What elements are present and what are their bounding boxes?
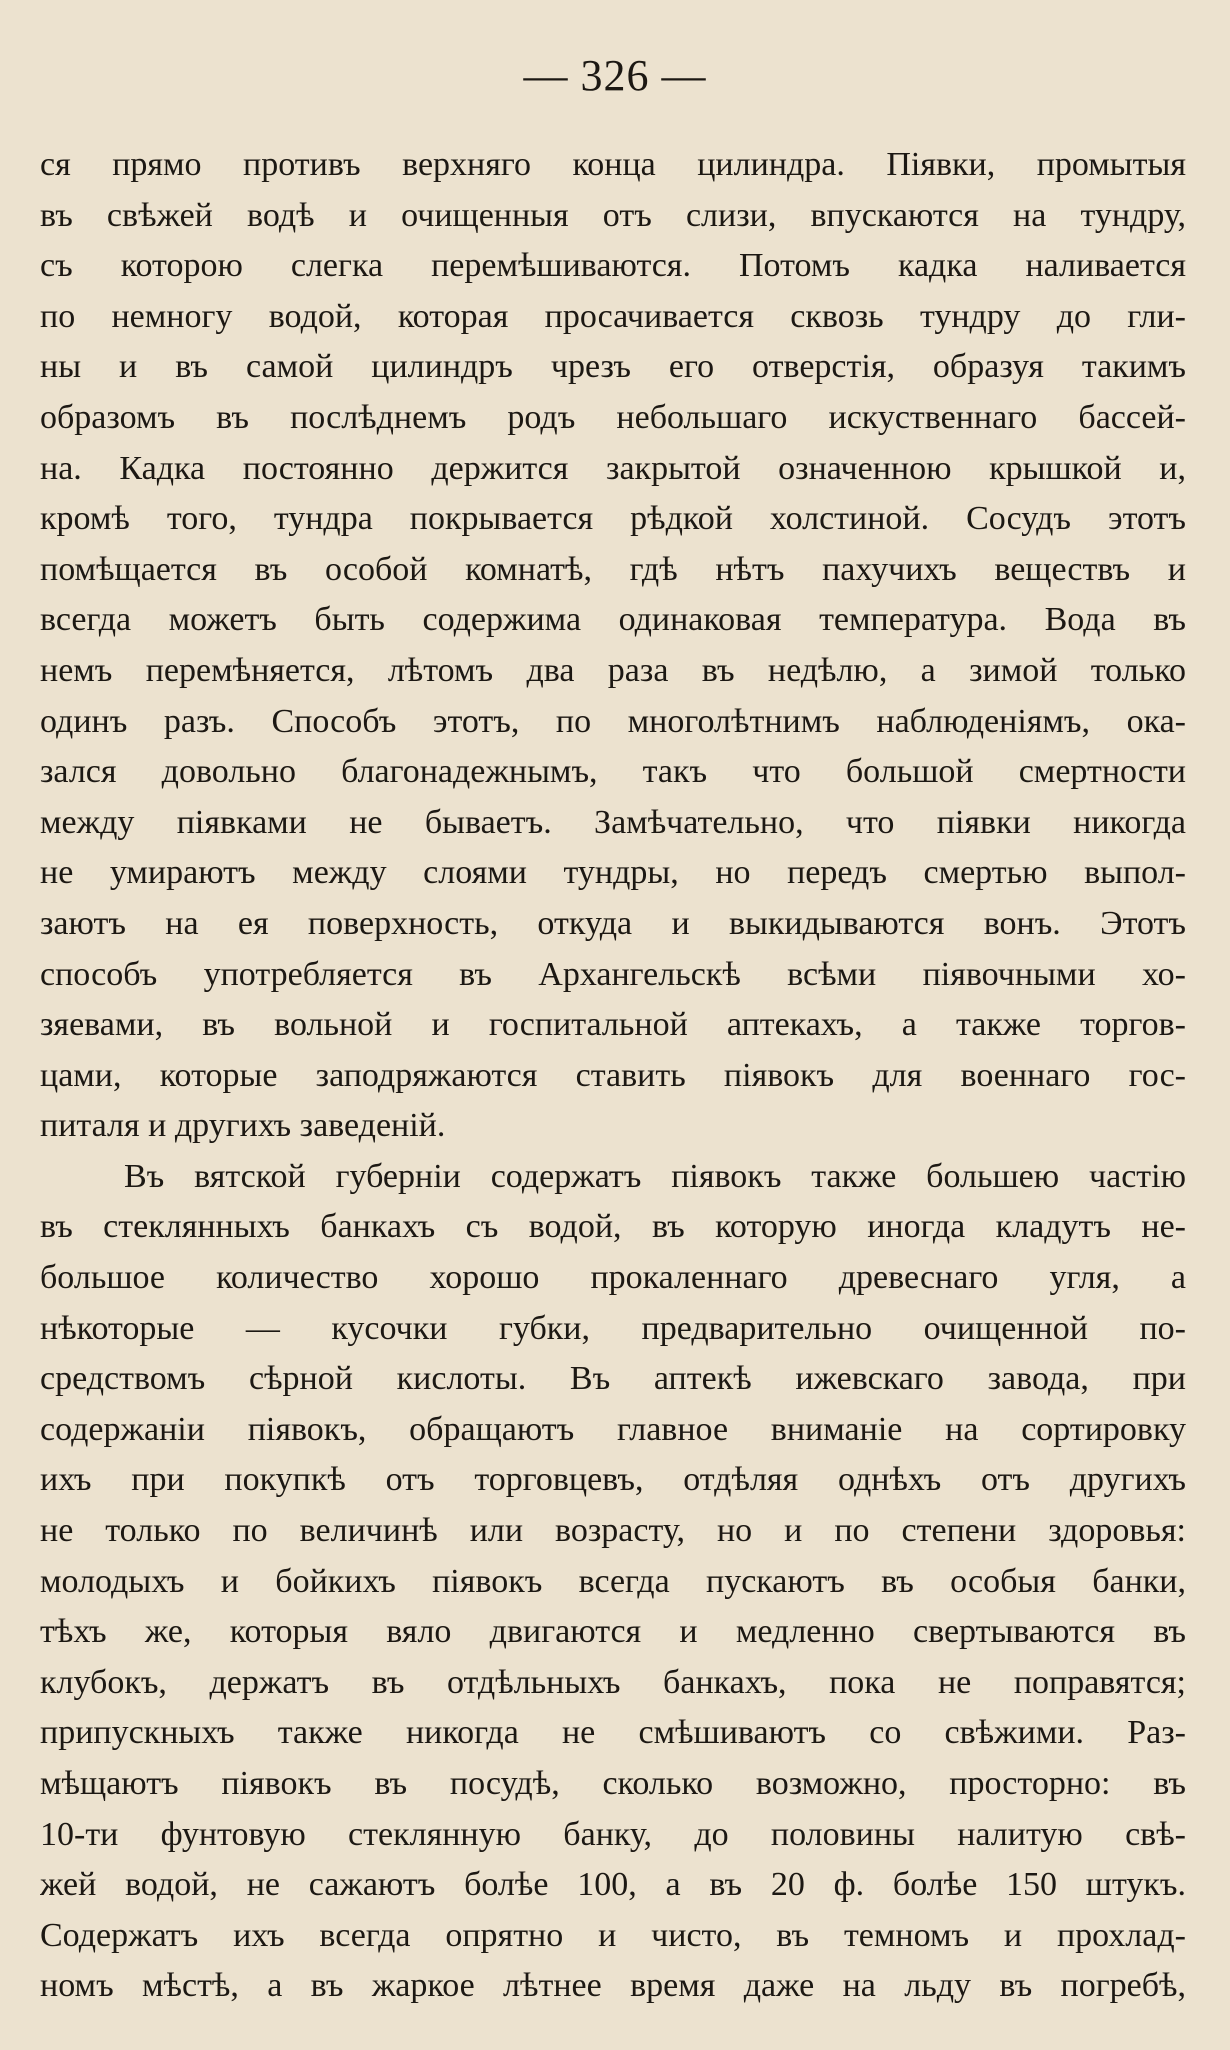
text-line: содержаніи піявокъ, обращаютъ главное вниманіе на сортировку	[40, 1410, 1186, 1448]
text-line: немъ перемѣняется, лѣтомъ два раза въ недѣлю, а зимой только	[40, 651, 1186, 689]
text-line: тѣхъ же, которыя вяло двигаются и медленно свертываются въ	[40, 1613, 1186, 1651]
text-line: большое количество хорошо прокаленнаго древеснаго угля, а	[40, 1259, 1186, 1297]
text-line: въ стеклянныхъ банкахъ съ водой, въ которую иногда кладутъ не-	[40, 1208, 1186, 1246]
text-line: всегда можетъ быть содержима одинаковая температура. Вода въ	[40, 601, 1186, 639]
text-line: зяевами, въ вольной и госпитальной аптекахъ, а также торгов-	[40, 1006, 1186, 1044]
text-line: ся прямо противъ верхняго конца цилиндра. Піявки, промытыя	[40, 146, 1186, 183]
page-body	[40, 140, 1186, 2012]
text-line: на. Кадка постоянно держится закрытой означенною крышкой и,	[40, 449, 1186, 487]
text-line: помѣщается въ особой комнатѣ, гдѣ нѣтъ пахучихъ веществъ и	[40, 550, 1186, 588]
text-line: заютъ на ея поверхность, откуда и выкидываются вонъ. Этотъ	[40, 904, 1186, 942]
text-line: по немногу водой, которая просачивается сквозь тундру до гли-	[40, 297, 1186, 335]
text-line: средствомъ сѣрной кислоты. Въ аптекѣ ижевскаго завода, при	[40, 1360, 1186, 1398]
text-line: не умираютъ между слоями тундры, но передъ смертью выпол-	[40, 854, 1186, 892]
text-line: жей водой, не сажаютъ болѣе 100, а въ 20 ф. болѣе 150 штукъ.	[40, 1866, 1186, 1904]
text-line: ихъ при покупкѣ отъ торговцевъ, отдѣляя однѣхъ отъ другихъ	[40, 1461, 1186, 1499]
text-line: Въ вятской губерніи содержатъ піявокъ также большею частію	[124, 1157, 1186, 1195]
text-line: питаля и другихъ заведеній.	[40, 1107, 446, 1145]
text-line: номъ мѣстѣ, а въ жаркое лѣтнее время даже на льду въ погребѣ,	[40, 1967, 1186, 2005]
text-line: клубокъ, держатъ въ отдѣльныхъ банкахъ, пока не поправятся;	[40, 1663, 1186, 1701]
text-line: не только по величинѣ или возрасту, но и по степени здоровья:	[40, 1512, 1186, 1550]
text-line: способъ употребляется въ Архангельскѣ всѣми піявочными хо-	[40, 955, 1186, 993]
text-line: Содержатъ ихъ всегда опрятно и чисто, въ темномъ и прохлад-	[40, 1916, 1186, 1954]
text-line: цами, которые заподряжаются ставить піявокъ для военнаго гос-	[40, 1056, 1186, 1094]
text-line: образомъ въ послѣднемъ родъ небольшаго искуственнаго бассей-	[40, 398, 1186, 436]
text-line: мѣщаютъ піявокъ въ посудѣ, сколько возможно, просторно: въ	[40, 1765, 1186, 1802]
text-line: молодыхъ и бойкихъ піявокъ всегда пускаютъ въ особыя банки,	[40, 1562, 1186, 1600]
text-line: ны и въ самой цилиндръ чрезъ его отверстія, образуя такимъ	[40, 348, 1186, 386]
text-line: между піявками не бываетъ. Замѣчательно, что піявки никогда	[40, 803, 1186, 841]
text-line: кромѣ того, тундра покрывается рѣдкой холстиной. Сосудъ этотъ	[40, 500, 1186, 538]
text-line: зался довольно благонадежнымъ, такъ что большой смертности	[40, 753, 1186, 791]
text-line: въ свѣжей водѣ и очищенныя отъ слизи, впускаются на тундру,	[40, 196, 1186, 234]
text-line: 10-ти фунтовую стеклянную банку, до половины налитую свѣ-	[40, 1815, 1186, 1853]
text-line: одинъ разъ. Способъ этотъ, по многолѣтнимъ наблюденіямъ, ока-	[40, 702, 1186, 740]
page-number: — 326 —	[523, 51, 707, 100]
text-line: припускныхъ также никогда не смѣшиваютъ со свѣжими. Раз-	[40, 1714, 1186, 1752]
text-line: нѣкоторые — кусочки губки, предварительно очищенной по-	[40, 1309, 1186, 1347]
text-line: съ которою слегка перемѣшиваются. Потомъ кадка наливается	[40, 247, 1186, 285]
